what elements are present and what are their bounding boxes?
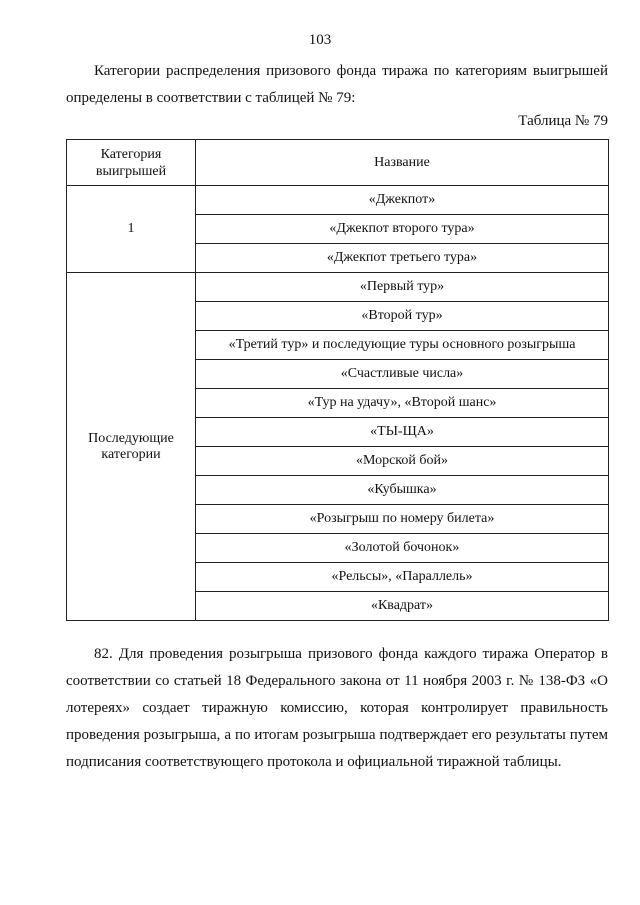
name-cell: «Джекпот» [196,186,609,215]
header-category: Категория выигрышей [67,140,196,186]
name-cell: «Рельсы», «Параллель» [196,563,609,592]
page-number: 103 [308,32,332,48]
table-body [67,186,609,621]
name-cell: «Джекпот второго тура» [196,215,609,244]
table-row [67,186,609,215]
name-cell: «Второй тур» [196,302,609,331]
name-cell: «Джекпот третьего тура» [196,244,609,273]
name-cell: «Золотой бочонок» [196,534,609,563]
name-cell: «Кубышка» [196,476,609,505]
name-cell: «Счастливые числа» [196,360,609,389]
name-cell: «Третий тур» и последующие туры основного розыгрыша [196,331,609,360]
table-label: Таблица № 79 [518,113,608,129]
table-header-row [67,140,609,186]
name-cell: «ТЫ-ЩА» [196,418,609,447]
intro-paragraph [66,58,608,112]
name-cell: «Розыгрыш по номеру билета» [196,505,609,534]
paragraph-82-text: 82. Для проведения розыгрыша призового фонда каждого тиража Оператор в соответствии со статьей 18 Федерального закона от 11 ноября 2003 г. № 138-ФЗ «О лотереях» создает тиражную комиссию, которая контролирует правильность проведения розыгрыша, а по итогам розыгрыша подтверждает его результаты путем подписания соответствующего протокола и официальной тиражной таблицы. [66,646,608,770]
paragraph-82 [66,641,608,776]
name-cell: «Морской бой» [196,447,609,476]
table-row [67,273,609,302]
name-cell: «Квадрат» [196,592,609,621]
category-cell: 1 [67,186,196,273]
name-cell: «Первый тур» [196,273,609,302]
header-name: Название [196,140,609,186]
name-cell: «Тур на удачу», «Второй шанс» [196,389,609,418]
prize-categories-table [66,139,609,621]
intro-text: Категории распределения призового фонда тиража по категориям выигрышей определены в соответствии с таблицей № 79: [66,63,608,106]
category-cell: Последующие категории [67,273,196,621]
